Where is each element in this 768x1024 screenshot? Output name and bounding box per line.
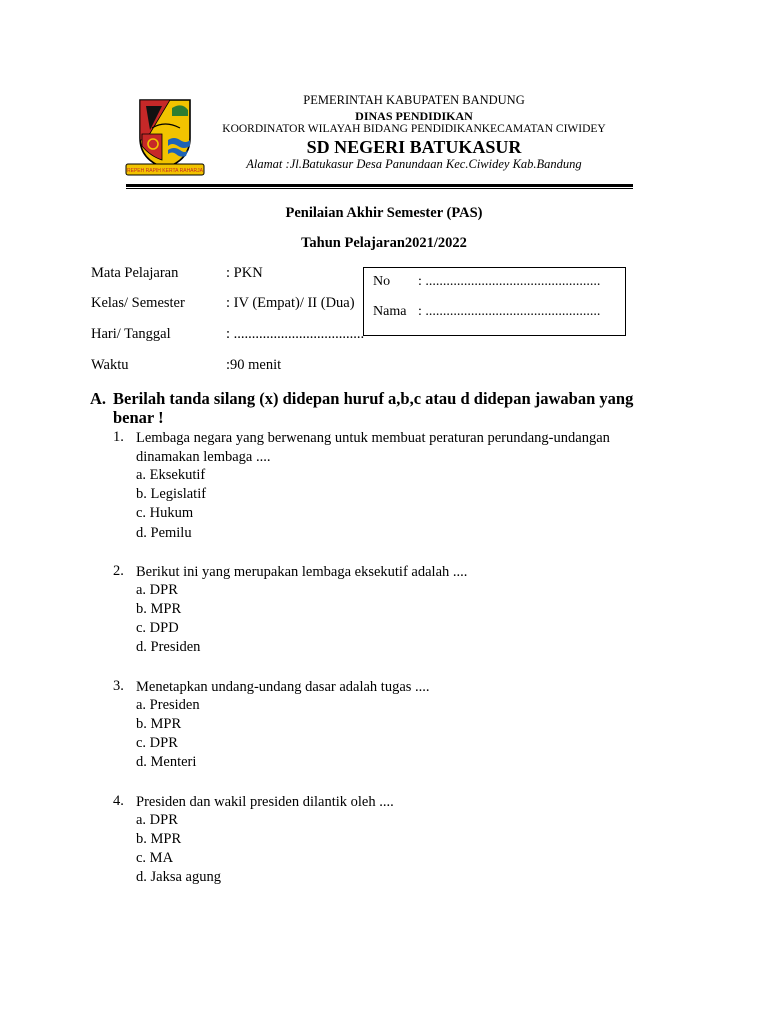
kabupaten-bandung-emblem-icon <box>122 94 208 180</box>
id-number-blank: : .................................................. <box>418 274 601 289</box>
id-name-label: Nama <box>373 304 407 319</box>
question-3-text: Menetapkan undang-undang dasar adalah tugas .... <box>136 679 430 695</box>
question-4-text: Presiden dan wakil presiden dilantik oleh .... <box>136 794 394 810</box>
question-1-option-b: b. Legislatif <box>136 486 207 502</box>
question-2-option-c: c. DPD <box>136 620 179 636</box>
letterhead-divider-thick <box>126 184 633 187</box>
field-label-subject: Mata Pelajaran <box>91 265 179 281</box>
id-name-blank: : .................................................. <box>418 304 601 319</box>
question-2-text: Berikut ini yang merupakan lembaga eksekutif adalah .... <box>136 564 468 580</box>
section-instruction: Berilah tanda silang (x) didepan huruf a,b,c atau d didepan jawaban yang benar ! <box>113 389 634 427</box>
question-2-option-b: b. MPR <box>136 601 182 617</box>
letterhead-government: PEMERINTAH KABUPATEN BANDUNG <box>303 93 525 107</box>
question-2-option-d: d. Presiden <box>136 639 201 655</box>
question-1-number: 1. <box>113 429 124 445</box>
question-4-option-a: a. DPR <box>136 812 178 828</box>
question-1-option-a: a. Eksekutif <box>136 467 206 483</box>
question-4-option-c: c. MA <box>136 850 174 866</box>
exam-year: Tahun Pelajaran2021/2022 <box>301 235 467 251</box>
id-number-label: No <box>373 274 391 289</box>
field-value-class-semester: : IV (Empat)/ II (Dua) <box>226 295 355 311</box>
emblem-ribbon-text: REPEH RAPIH KERTA RAHARJA <box>127 168 203 174</box>
letterhead-divider-thin <box>126 188 633 189</box>
question-4-option-d: d. Jaksa agung <box>136 869 221 885</box>
field-value-time: :90 menit <box>226 357 282 373</box>
question-3-option-a: a. Presiden <box>136 697 200 713</box>
student-id-box <box>363 267 626 336</box>
question-3-option-c: c. DPR <box>136 735 178 751</box>
question-3-option-d: d. Menteri <box>136 754 197 770</box>
question-4-option-b: b. MPR <box>136 831 182 847</box>
question-1-option-d: d. Pemilu <box>136 525 192 541</box>
question-3-option-b: b. MPR <box>136 716 182 732</box>
field-value-subject: : PKN <box>226 265 263 281</box>
question-1-option-c: c. Hukum <box>136 505 194 521</box>
field-label-class-semester: Kelas/ Semester <box>91 295 185 311</box>
letterhead-office: DINAS PENDIDIKAN <box>355 109 473 123</box>
letterhead-coordinator: KOORDINATOR WILAYAH BIDANG PENDIDIKANKECAMATAN CIWIDEY <box>222 123 606 135</box>
section-letter: A. <box>90 389 107 408</box>
field-label-time: Waktu <box>91 357 129 373</box>
question-1-text: Lembaga negara yang berwenang untuk membuat peraturan perundang-undangan dinamakan lembaga .... <box>136 430 610 466</box>
exam-title: Penilaian Akhir Semester (PAS) <box>285 205 483 221</box>
question-2-number: 2. <box>113 563 124 579</box>
question-2-option-a: a. DPR <box>136 582 178 598</box>
field-label-day-date: Hari/ Tanggal <box>91 326 171 342</box>
letterhead-address: Alamat :Jl.Batukasur Desa Panundaan Kec.Ciwidey Kab.Bandung <box>246 157 582 171</box>
letterhead-school-name: SD NEGERI BATUKASUR <box>306 137 522 157</box>
question-4-number: 4. <box>113 793 124 809</box>
question-3-number: 3. <box>113 678 124 694</box>
field-value-day-date: : .................................... <box>226 326 365 342</box>
